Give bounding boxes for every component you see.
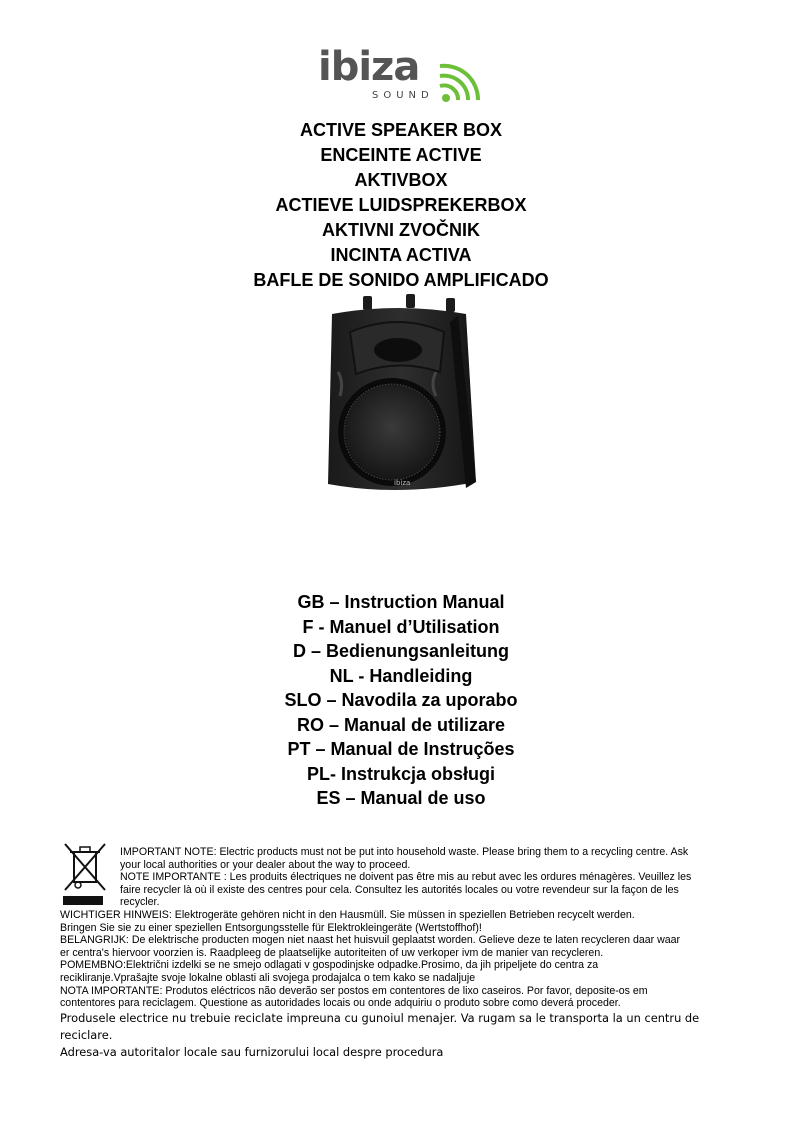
note-nl-1: BELANGRIJK: De elektrische producten mogen niet naast het huisvuil geplaatst worden. Gelieve deze te laten recycleren daar waar — [60, 934, 681, 947]
note-ro-2: Adresa-va autoritalor locale sau furnizorului local despre procedura — [60, 1044, 444, 1059]
manual-f: F - Manuel d’Utilisation — [302, 616, 500, 637]
brand-logo — [316, 44, 488, 104]
note-nl-2: er centra's hiervoor voorzien is. Raadpleeg de plaatselijke autoriteiten of uw verkoper ivm de manier van recycleren. — [60, 946, 604, 959]
title-es: BAFLE DE SONIDO AMPLIFICADO — [253, 270, 549, 290]
manual-d: D – Bedienungsanleitung — [292, 641, 510, 661]
manual-pt: PT – Manual de Instruções — [287, 739, 515, 759]
title-de: AKTIVBOX — [354, 170, 448, 190]
product-titles — [0, 118, 802, 293]
manual-slo: SLO – Navodila za uporabo — [284, 690, 518, 710]
note-de-1: WICHTIGER HINWEIS: Elektrogeräte gehören nicht in den Hausmüll. Sie müssen in speziellen Betrieben recycelt werden. — [60, 908, 635, 921]
note-de-2: Bringen Sie sie zu einer speziellen Entsorgungsstelle für Elektrokleingeräte (Wertstoffhof)! — [60, 921, 482, 934]
note-gb-1: IMPORTANT NOTE: Electric products must not be put into household waste. Please bring them to a recycling centre. Ask — [120, 846, 689, 858]
title-nl: ACTIEVE LUIDSPREKERBOX — [275, 195, 527, 215]
note-fr-3: recycler. — [120, 896, 160, 909]
title-fr: ENCEINTE ACTIVE — [320, 145, 482, 165]
note-pt-2: contentores para reciclagem. Questione as autoridades locais ou onde adquiriu o produto sobre como deverá proceder. — [60, 997, 621, 1010]
recycling-notes — [60, 846, 750, 1061]
title-ro: INCINTA ACTIVA — [330, 245, 472, 265]
manual-language-list — [0, 590, 802, 811]
note-pt-1: NOTA IMPORTANTE: Produtos eléctricos não deverão ser postos em contentores de lixo caseiros. Por favor, deposite-os em — [60, 984, 648, 997]
note-fr-1: NOTE IMPORTANTE : Les produits électriques ne doivent pas être mis au rebut avec les ordures ménagères. Veuillez les — [120, 871, 692, 884]
manual-pl: PL- Instrukcja obsługi — [306, 763, 496, 784]
logo-wordmark: ibiza — [318, 44, 420, 90]
note-fr-2: faire recycler là où il existe des centres pour cela. Consultez les autorités locales ou votre revendeur sur la façon de les — [120, 883, 679, 896]
note-slo-1: POMEMBNO:Električni izdelki se ne smejo odlagati v gospodinjske odpadke.Prosimo, da jih pripeljete do centra za — [60, 959, 599, 972]
logo-subtitle: SOUND — [372, 90, 434, 101]
note-ro-1: Produsele electrice nu trebuie reciclate impreuna cu gunoiul menajer. Va rugam sa le transporta la un centru de reciclare. — [60, 1010, 700, 1042]
manual-es: ES – Manual de uso — [316, 788, 486, 808]
speaker-badge: ibiza — [394, 479, 411, 487]
sound-waves-icon — [436, 62, 488, 104]
note-slo-2: recikliranje.Vprašajte svoje lokalne oblasti ali svojega prodajalca o tem kako se nadaljuje — [60, 971, 476, 984]
note-gb-2: your local authorities or your dealer about the way to proceed. — [120, 858, 411, 871]
manual-gb: GB – Instruction Manual — [297, 592, 505, 612]
manual-ro: RO – Manual de utilizare — [296, 714, 506, 735]
title-en: ACTIVE SPEAKER BOX — [299, 120, 503, 140]
speaker-product-image — [318, 292, 480, 512]
title-slo: AKTIVNI ZVOČNIK — [321, 220, 480, 240]
manual-nl: NL - Handleiding — [329, 665, 473, 686]
